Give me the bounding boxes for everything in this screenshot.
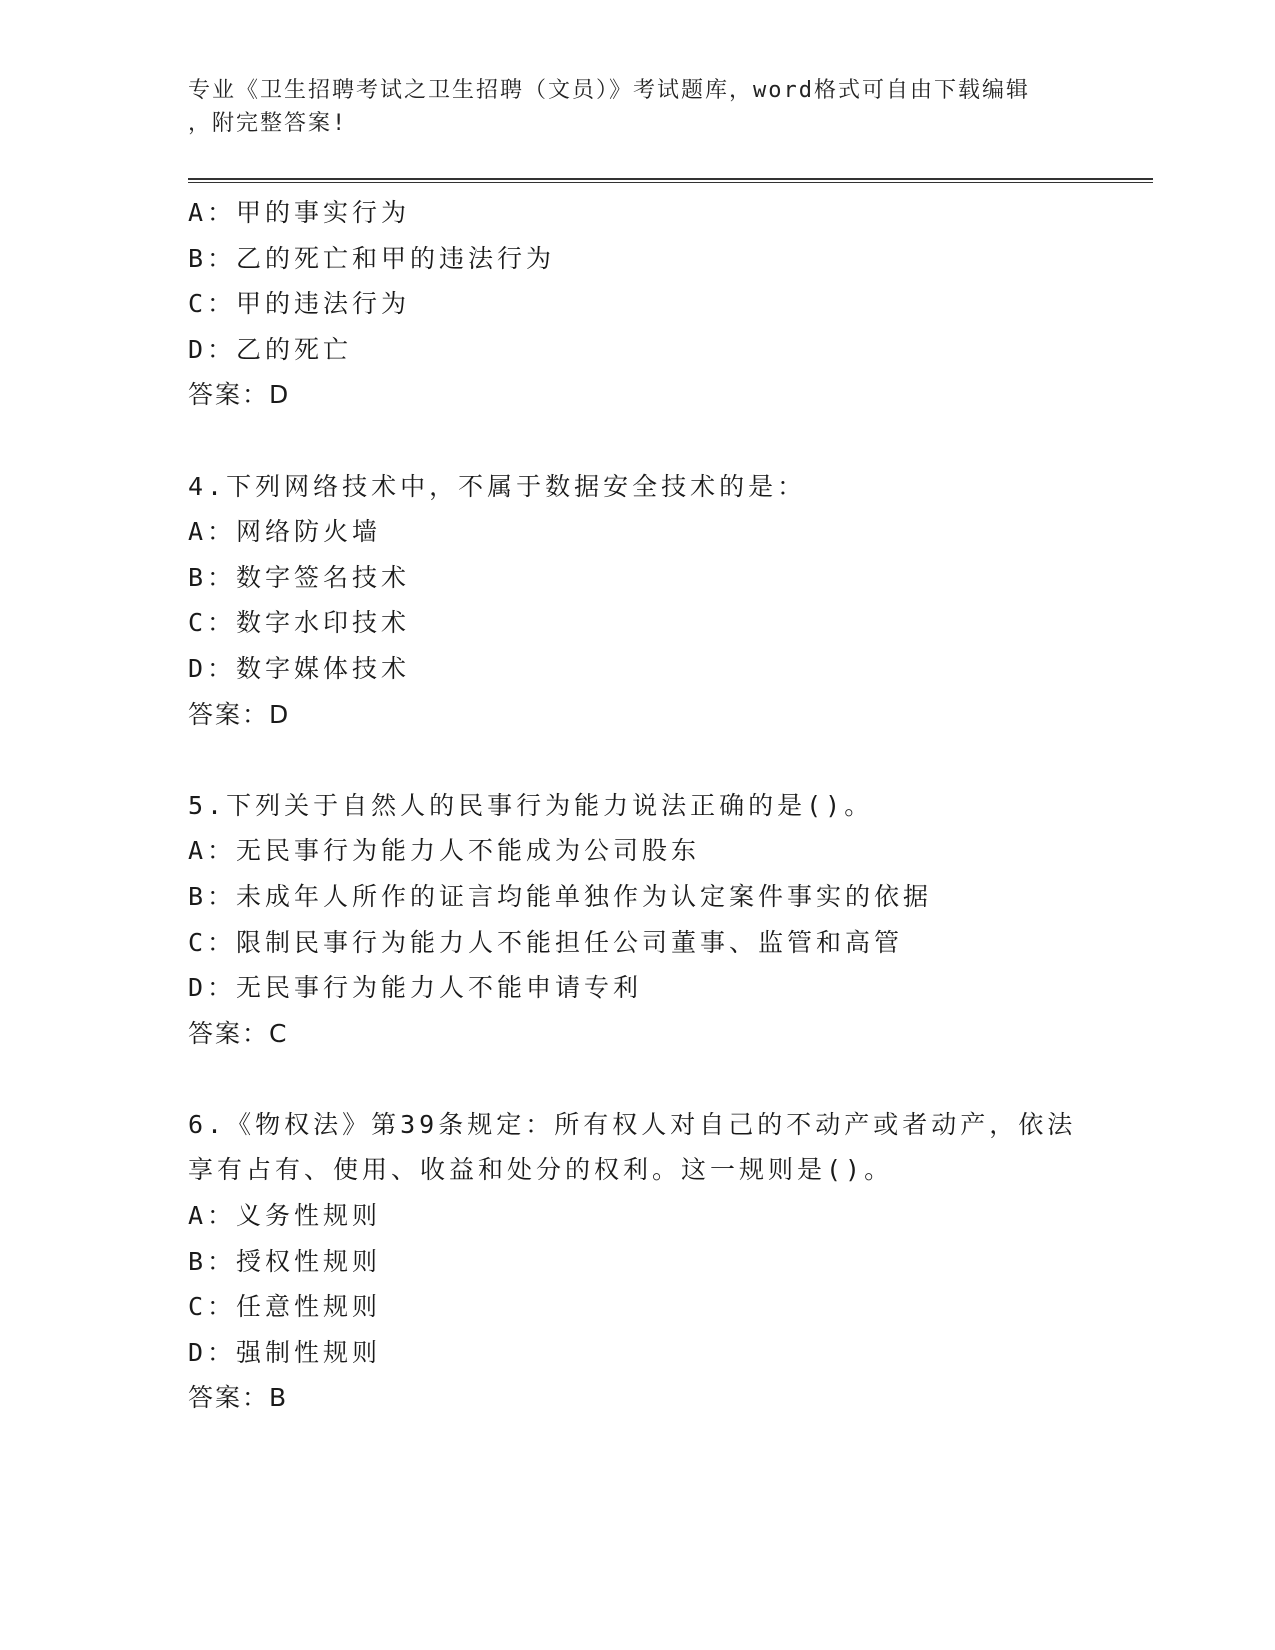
question-6-option-a: A：义务性规则: [188, 1201, 382, 1231]
question-3-option-d: D：乙的死亡: [188, 334, 353, 364]
question-6-stem-line-2: 享有占有、使用、收益和处分的权利。这一规则是()。: [188, 1155, 894, 1185]
question-4-option-c: C：数字水印技术: [188, 608, 411, 638]
question-3-answer: 答案：D: [188, 380, 291, 410]
question-list: [188, 190, 1148, 1421]
header-line-1: 专业《卫生招聘考试之卫生招聘（文员）》考试题库，word格式可自由下载编辑: [188, 78, 1030, 103]
question-3-tail: [188, 190, 1148, 418]
question-3-option-c: C：甲的违法行为: [188, 289, 411, 319]
question-5: [188, 783, 1148, 1057]
question-5-option-d: D：无民事行为能力人不能申请专利: [188, 973, 643, 1003]
question-5-answer: 答案：C: [188, 1018, 289, 1048]
document-header: [188, 74, 1088, 140]
question-6-option-b: B：授权性规则: [188, 1246, 382, 1276]
header-line-2: ，附完整答案!: [188, 111, 348, 136]
header-divider: [188, 178, 1153, 183]
question-6-answer: 答案：B: [188, 1383, 289, 1413]
question-4: [188, 464, 1148, 738]
question-4-stem: 4.下列网络技术中，不属于数据安全技术的是：: [188, 471, 807, 501]
question-4-answer: 答案：D: [188, 699, 291, 729]
question-6: [188, 1102, 1148, 1421]
question-5-option-a: A：无民事行为能力人不能成为公司股东: [188, 836, 701, 866]
question-3-option-a: A：甲的事实行为: [188, 198, 411, 227]
question-6-option-d: D：强制性规则: [188, 1337, 382, 1367]
question-4-option-a: A：网络防火墙: [188, 517, 382, 547]
question-5-stem: 5.下列关于自然人的民事行为能力说法正确的是()。: [188, 790, 874, 820]
question-5-option-c: C：限制民事行为能力人不能担任公司董事、监管和高管: [188, 927, 904, 957]
question-5-option-b: B：未成年人所作的证言均能单独作为认定案件事实的依据: [188, 881, 933, 911]
spacer: [188, 1056, 1148, 1102]
spacer: [188, 418, 1148, 464]
question-6-stem-line-1: 6.《物权法》第39条规定：所有权人对自己的不动产或者动产，依法: [188, 1109, 1077, 1139]
question-6-option-c: C：任意性规则: [188, 1292, 382, 1322]
spacer: [188, 737, 1148, 783]
question-4-option-d: D：数字媒体技术: [188, 653, 411, 683]
question-4-option-b: B：数字签名技术: [188, 562, 411, 592]
question-3-option-b: B：乙的死亡和甲的违法行为: [188, 243, 556, 273]
